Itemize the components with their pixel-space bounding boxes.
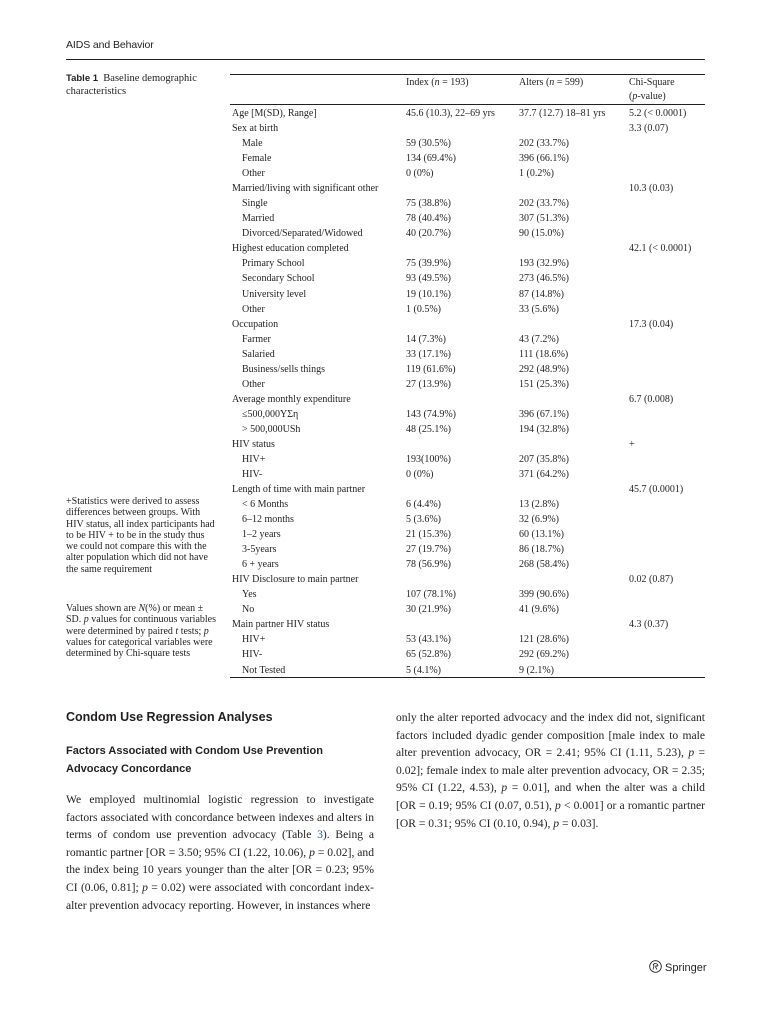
alters-value: 193 (32.9%) bbox=[519, 258, 569, 270]
table-row bbox=[230, 211, 705, 226]
row-label: Single bbox=[242, 198, 268, 210]
alters-value: 121 (28.6%) bbox=[519, 634, 569, 646]
alters-value: 292 (69.2%) bbox=[519, 649, 569, 661]
table-row bbox=[230, 467, 705, 482]
index-value: 14 (7.3%) bbox=[406, 333, 446, 345]
alters-value: 202 (33.7%) bbox=[519, 198, 569, 210]
alters-value: 151 (25.3%) bbox=[519, 378, 569, 390]
index-value: 27 (13.9%) bbox=[406, 378, 451, 390]
row-label: Business/sells things bbox=[242, 363, 326, 375]
index-value: 65 (52.8%) bbox=[406, 649, 451, 661]
table-row bbox=[230, 136, 705, 151]
index-value: 19 (10.1%) bbox=[406, 288, 451, 300]
index-value: 78 (40.4%) bbox=[406, 213, 451, 225]
table-row bbox=[230, 347, 705, 362]
table-row bbox=[230, 482, 705, 497]
table-footnote-values: Values shown are N(%) or mean ± SD. p values for continuous variables were determined by paired t tests; p values for categorical variables were determined by Chi-square tests bbox=[66, 603, 216, 660]
index-value: 53 (43.1%) bbox=[406, 634, 451, 646]
alters-value: 396 (66.1%) bbox=[519, 153, 569, 165]
column-header-index: Index (n = 193) bbox=[406, 77, 469, 88]
column-header-chi-square: Chi-Square (p-value) bbox=[629, 77, 675, 102]
alters-value: 87 (14.8%) bbox=[519, 288, 564, 300]
row-label: Length of time with main partner bbox=[232, 484, 366, 495]
row-label: Age [M(SD), Range] bbox=[232, 108, 317, 119]
alters-value: 9 (2.1%) bbox=[519, 664, 554, 676]
index-value: 0 (0%) bbox=[406, 168, 434, 180]
alters-value: 207 (35.8%) bbox=[519, 453, 569, 465]
index-value: 40 (20.7%) bbox=[406, 228, 451, 240]
alters-value: 1 (0.2%) bbox=[519, 168, 554, 180]
row-label: HIV- bbox=[242, 469, 263, 480]
index-value: 0 (0%) bbox=[406, 469, 434, 480]
table-row bbox=[230, 602, 705, 617]
table-row bbox=[230, 437, 705, 452]
alters-value: 43 (7.2%) bbox=[519, 333, 559, 345]
row-label: 1–2 years bbox=[242, 529, 281, 541]
table-header-rule bbox=[230, 104, 705, 105]
row-label: Female bbox=[242, 153, 272, 165]
table-footnote-statistics: +Statistics were derived to assess differences between groups. With HIV status, all index participants had to be HIV + to be in the study thus we could not compare this with the alter population which did not have the same requirement bbox=[66, 496, 215, 575]
row-label: 6–12 months bbox=[242, 514, 294, 526]
table-row bbox=[230, 287, 705, 302]
table-row bbox=[230, 241, 705, 256]
publisher-footer bbox=[649, 960, 707, 976]
table-top-rule bbox=[230, 74, 705, 75]
index-value: 33 (17.1%) bbox=[406, 348, 451, 360]
table-row bbox=[230, 181, 705, 196]
row-label: Sex at birth bbox=[232, 123, 279, 134]
chi-square-value: 10.3 (0.03) bbox=[629, 183, 674, 195]
chi-square-value: 4.3 (0.37) bbox=[629, 619, 669, 631]
index-value: 134 (69.4%) bbox=[406, 153, 456, 165]
table-row bbox=[230, 106, 705, 121]
row-label: Divorced/Separated/Widowed bbox=[242, 228, 363, 240]
column-header-alters: Alters (n = 599) bbox=[519, 77, 584, 88]
alters-value: 86 (18.7%) bbox=[519, 544, 564, 556]
row-label: HIV- bbox=[242, 649, 263, 661]
alters-value: 37.7 (12.7) 18–81 yrs bbox=[519, 108, 606, 119]
springer-horse-icon bbox=[649, 960, 662, 976]
alters-value: 399 (90.6%) bbox=[519, 589, 569, 601]
table-caption-text: Baseline demographic characteristics bbox=[66, 73, 197, 97]
alters-value: 371 (64.2%) bbox=[519, 469, 569, 480]
index-value: 119 (61.6%) bbox=[406, 363, 456, 375]
row-label: HIV+ bbox=[242, 453, 266, 465]
index-value: 1 (0.5%) bbox=[406, 303, 441, 315]
table-reference-link[interactable]: 3 bbox=[317, 828, 323, 842]
index-value: 45.6 (10.3), 22–69 yrs bbox=[406, 108, 495, 119]
row-label: HIV+ bbox=[242, 634, 266, 646]
table-row bbox=[230, 317, 705, 332]
row-label: 6 + years bbox=[242, 559, 279, 571]
chi-square-value: + bbox=[629, 438, 635, 450]
index-value: 27 (19.7%) bbox=[406, 544, 451, 556]
table-row bbox=[230, 632, 705, 647]
alters-value: 13 (2.8%) bbox=[519, 499, 559, 510]
alters-value: 292 (48.9%) bbox=[519, 363, 569, 375]
table-row bbox=[230, 302, 705, 317]
table-row bbox=[230, 256, 705, 271]
alters-value: 273 (46.5%) bbox=[519, 273, 569, 285]
table-row bbox=[230, 527, 705, 542]
index-value: 5 (4.1%) bbox=[406, 664, 441, 676]
table-row bbox=[230, 377, 705, 392]
table-row bbox=[230, 422, 705, 437]
alters-value: 41 (9.6%) bbox=[519, 604, 559, 616]
index-value: 48 (25.1%) bbox=[406, 423, 451, 435]
index-value: 21 (15.3%) bbox=[406, 529, 451, 541]
table-row bbox=[230, 647, 705, 662]
chi-square-value: 17.3 (0.04) bbox=[629, 318, 674, 330]
table-row bbox=[230, 407, 705, 422]
table-row bbox=[230, 572, 705, 587]
index-value: 107 (78.1%) bbox=[406, 589, 456, 601]
chi-square-value: 5.2 (< 0.0001) bbox=[629, 108, 687, 119]
index-value: 75 (39.9%) bbox=[406, 258, 451, 270]
row-label: Other bbox=[242, 303, 265, 315]
chi-square-value: 3.3 (0.07) bbox=[629, 123, 669, 134]
row-label: Yes bbox=[242, 589, 257, 601]
row-label: Main partner HIV status bbox=[232, 619, 330, 631]
index-value: 193(100%) bbox=[406, 453, 451, 465]
chi-square-value: 45.7 (0.0001) bbox=[629, 484, 684, 495]
row-label: Farmer bbox=[242, 333, 271, 345]
body-paragraph-left: We employed multinomial logistic regression to investigate factors associated with concordance between indexes and alters in terms of condom use prevention advocacy (Table 3). Being a romantic partner [OR = 3.50; 95% CI (1.22, 10.06), p = 0.02], and the index being 10 years younger than the alter [OR = 0.23; 95% CI (0.06, 0.81]; p = 0.02) were associated with concordant index-alter prevention advocacy reporting. However, in instances where bbox=[66, 793, 375, 912]
table-row bbox=[230, 452, 705, 467]
table-row bbox=[230, 196, 705, 211]
alters-value: 60 (13.1%) bbox=[519, 529, 564, 541]
alters-value: 396 (67.1%) bbox=[519, 408, 569, 420]
alters-value: 194 (32.8%) bbox=[519, 423, 569, 435]
alters-value: 32 (6.9%) bbox=[519, 514, 559, 526]
table-caption bbox=[66, 73, 216, 98]
row-label: Married/living with significant other bbox=[232, 183, 379, 195]
index-value: 143 (74.9%) bbox=[406, 408, 456, 420]
row-label: < 6 Months bbox=[242, 499, 289, 510]
row-label: Occupation bbox=[232, 318, 279, 330]
alters-value: 307 (51.3%) bbox=[519, 213, 569, 225]
alters-value: 202 (33.7%) bbox=[519, 138, 569, 150]
table-row bbox=[230, 362, 705, 377]
table-row bbox=[230, 512, 705, 527]
index-value: 6 (4.4%) bbox=[406, 499, 441, 510]
alters-value: 33 (5.6%) bbox=[519, 303, 559, 315]
chi-square-value: 0.02 (0.87) bbox=[629, 574, 674, 586]
row-label: 3-5years bbox=[242, 544, 277, 556]
alters-value: 90 (15.0%) bbox=[519, 228, 564, 240]
subsection-heading: Factors Associated with Condom Use Prevention Advocacy Concordance bbox=[66, 745, 323, 775]
table-row bbox=[230, 332, 705, 347]
row-label: Other bbox=[242, 168, 265, 180]
index-value: 5 (3.6%) bbox=[406, 514, 441, 526]
row-label: Male bbox=[242, 138, 263, 150]
row-label: > 500,000USh bbox=[242, 423, 301, 435]
row-label: HIV Disclosure to main partner bbox=[232, 574, 359, 586]
index-value: 75 (38.8%) bbox=[406, 198, 451, 210]
table-row bbox=[230, 121, 705, 136]
row-label: University level bbox=[242, 288, 307, 300]
index-value: 78 (56.9%) bbox=[406, 559, 451, 571]
row-label: Other bbox=[242, 378, 265, 390]
index-value: 30 (21.9%) bbox=[406, 604, 451, 616]
table-row bbox=[230, 617, 705, 632]
row-label: No bbox=[242, 604, 255, 616]
table-row bbox=[230, 542, 705, 557]
table-row bbox=[230, 226, 705, 241]
table-row bbox=[230, 392, 705, 407]
alters-value: 111 (18.6%) bbox=[519, 348, 569, 360]
index-value: 93 (49.5%) bbox=[406, 273, 451, 285]
header-rule bbox=[66, 59, 705, 60]
row-label: Highest education completed bbox=[232, 243, 349, 255]
journal-title: AIDS and Behavior bbox=[66, 39, 154, 51]
table-row bbox=[230, 663, 705, 678]
row-label: Salaried bbox=[242, 348, 275, 360]
body-paragraph-right: only the alter reported advocacy and the index did not, significant factors included dyadic gender composition [male index to male alter prevention advocacy, OR = 2.41; 95% CI (1.11, 5.23), p = 0.02]; female index to male alter prevention advocacy, OR = 2.35; 95% CI (1.22, 4.53), p = 0.01], and when the alter was a child [OR = 0.19; 95% CI (0.07, 0.51), p < 0.001] or a romantic partner [OR = 0.31; 95% CI (0.10, 0.94), p = 0.03]. bbox=[396, 711, 706, 830]
row-label: Secondary School bbox=[242, 273, 315, 285]
row-label: Primary School bbox=[242, 258, 305, 270]
table-row bbox=[230, 151, 705, 166]
alters-value: 268 (58.4%) bbox=[519, 559, 569, 571]
section-heading: Condom Use Regression Analyses bbox=[66, 710, 273, 724]
chi-square-value: 42.1 (< 0.0001) bbox=[629, 243, 692, 255]
table-row bbox=[230, 557, 705, 572]
table-caption-label: Table 1 bbox=[66, 73, 99, 84]
table-row bbox=[230, 497, 705, 512]
index-value: 59 (30.5%) bbox=[406, 138, 451, 150]
row-label: HIV status bbox=[232, 438, 275, 450]
table-row bbox=[230, 587, 705, 602]
publisher-name: Springer bbox=[665, 962, 707, 974]
table-row bbox=[230, 166, 705, 181]
chi-square-value: 6.7 (0.008) bbox=[629, 393, 674, 405]
row-label: Not Tested bbox=[242, 664, 286, 676]
row-label: ≤500,000YΣη bbox=[242, 408, 299, 420]
row-label: Average monthly expenditure bbox=[232, 393, 351, 405]
row-label: Married bbox=[242, 213, 275, 225]
table-row bbox=[230, 271, 705, 286]
